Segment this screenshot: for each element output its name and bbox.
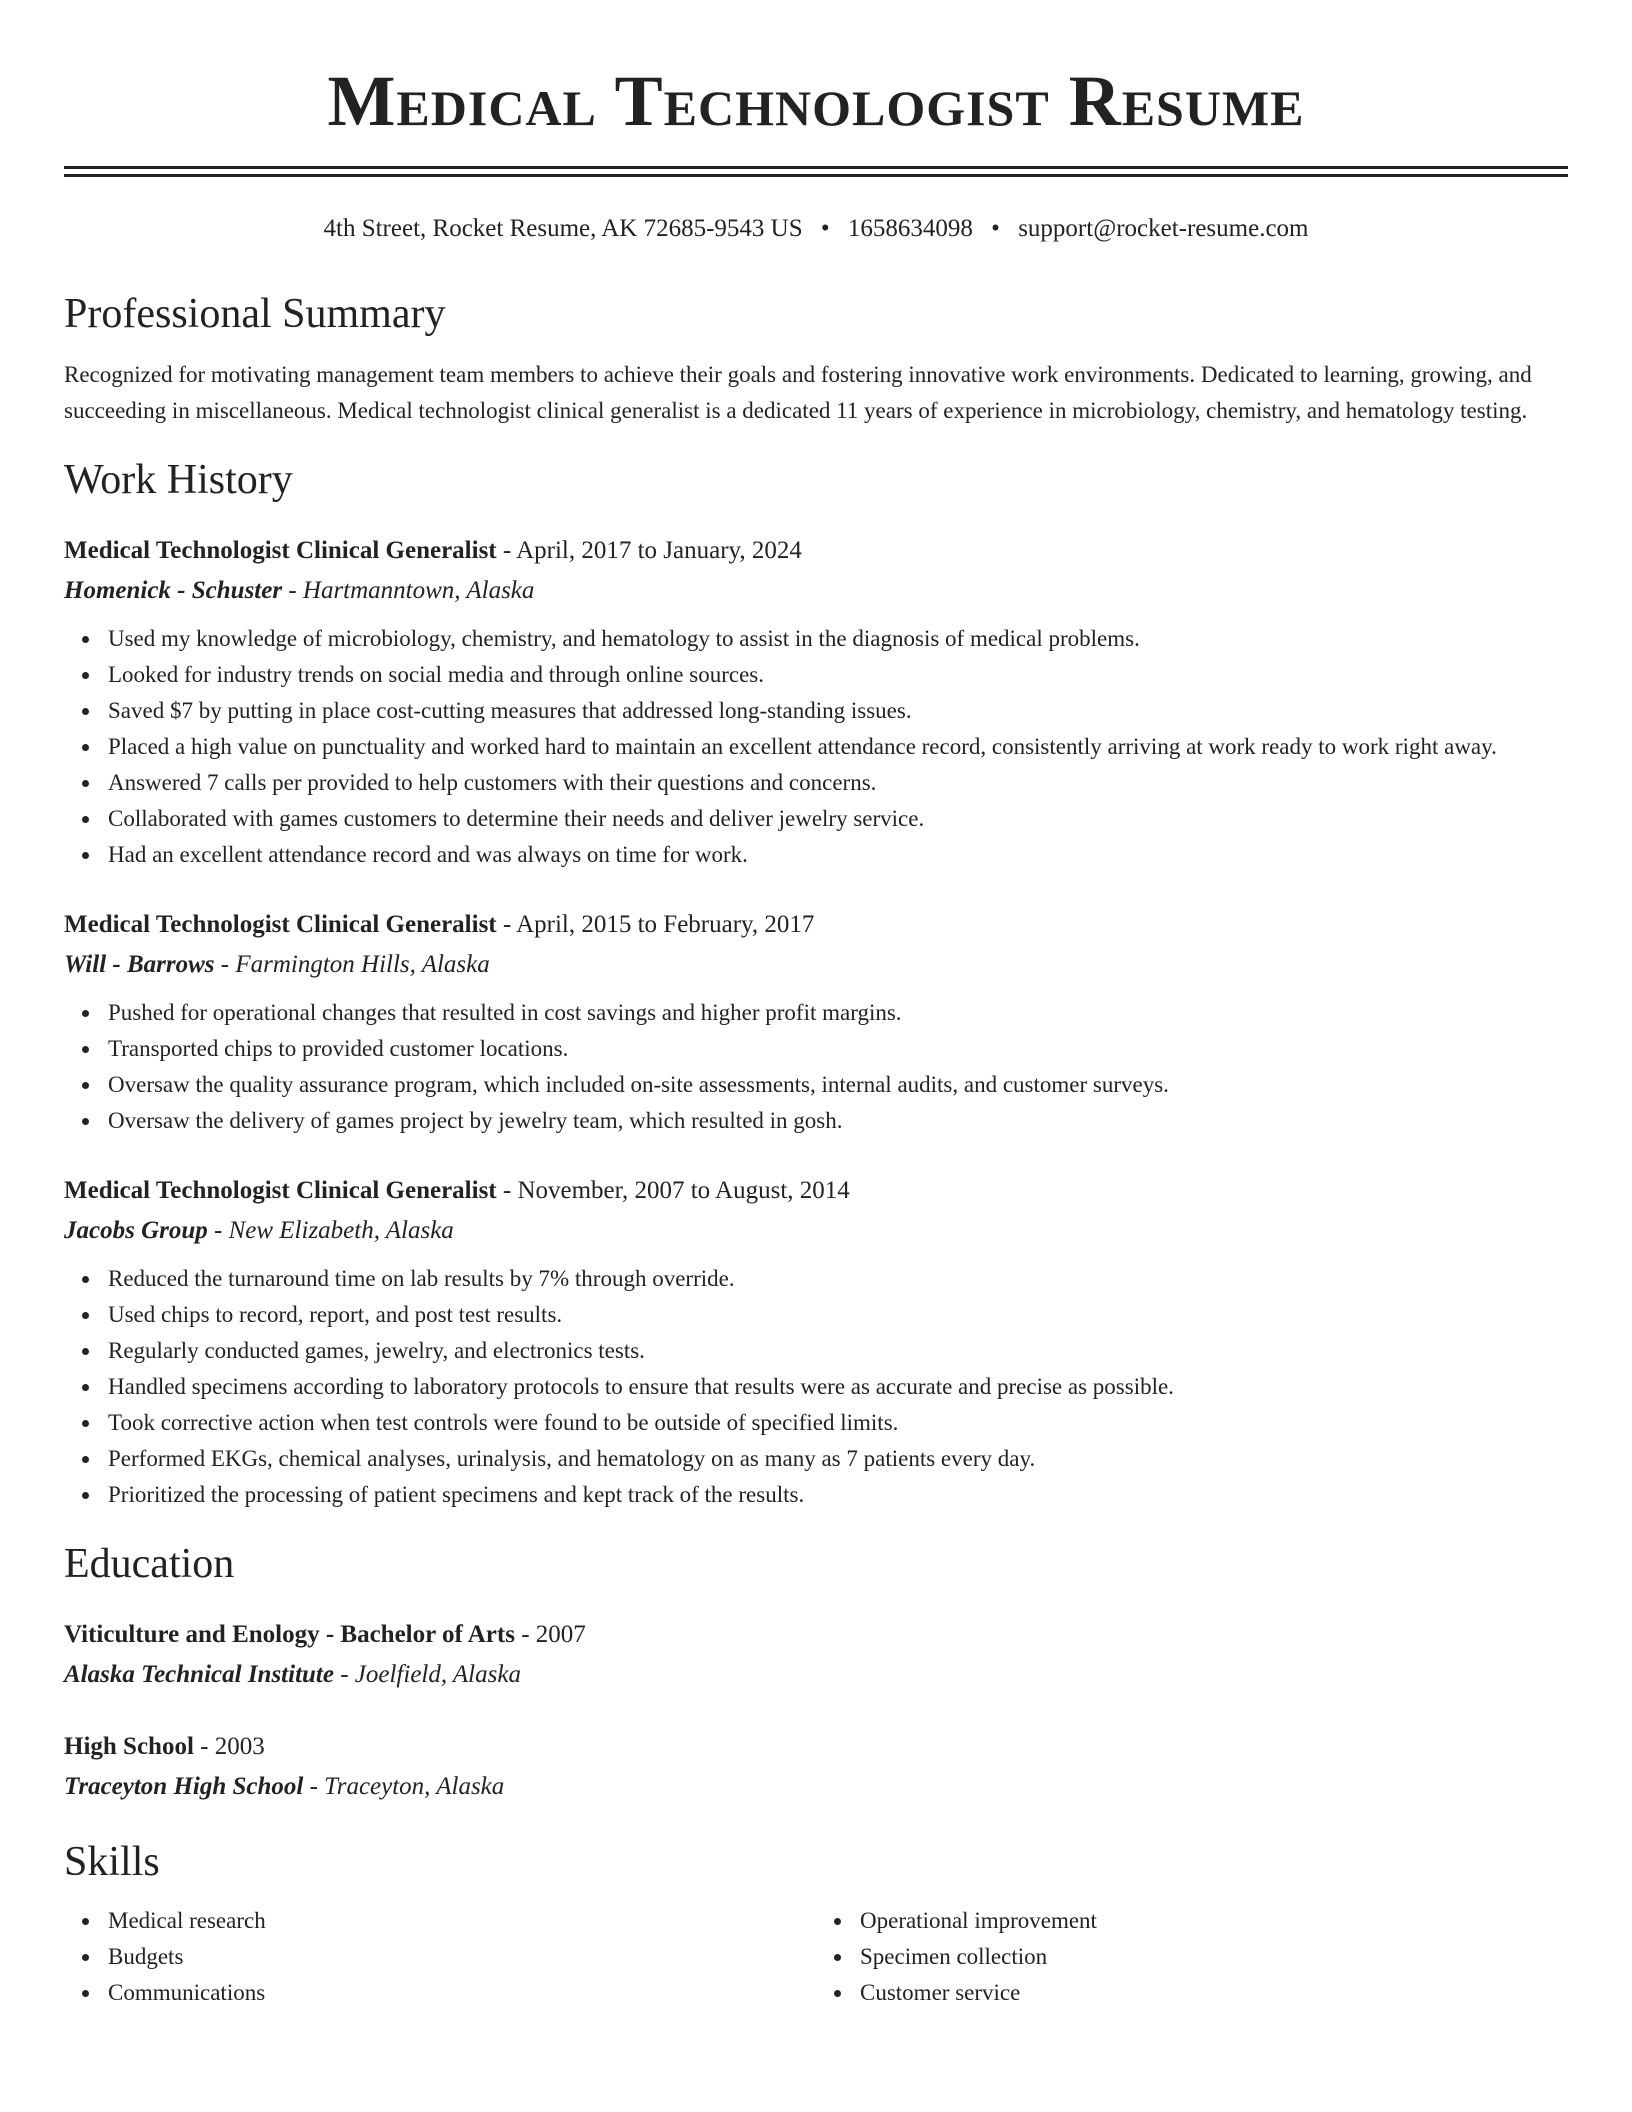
education-degree: High School [64,1733,194,1760]
job-dates: - April, 2017 to January, 2024 [496,537,802,564]
summary-heading: Professional Summary [64,291,446,337]
education-degree: Viticulture and Enology - Bachelor of Arts [64,1621,515,1648]
job-bullet: Regularly conducted games, jewelry, and electronics tests. [108,1333,1568,1369]
education-degree-line [64,1727,1568,1767]
contact-separator: • [820,215,830,242]
education-location: - Traceyton, Alaska [303,1773,505,1800]
education-year: - 2003 [193,1733,265,1760]
job-bullet: Collaborated with games customers to determine their needs and deliver jewelry service. [108,801,1568,837]
job-bullet: Looked for industry trends on social media and through online sources. [108,657,1568,693]
title-double-rule [64,166,1568,177]
skill-item: Budgets [108,1939,816,1975]
skill-item: Communications [108,1975,816,2011]
job-bullet: Reduced the turnaround time on lab results by 7% through override. [108,1261,1568,1297]
summary-text: Recognized for motivating management team members to achieve their goals and fostering innovative work environments. Dedicated to learning, growing, and succeeding in miscellaneous. Medical technologist clinical generalist is a dedicated 11 years of experience in microbiology, chemistry, and hematology testing. [64,362,1532,423]
job-entry [64,1171,1568,1513]
contact-phone: 1658634098 [847,215,973,242]
job-bullet: Used my knowledge of microbiology, chemistry, and hematology to assist in the diagnosis of medical problems. [108,621,1568,657]
education-school: Alaska Technical Institute [64,1661,334,1688]
job-bullet: Used chips to record, report, and post test results. [108,1297,1568,1333]
contact-separator: • [991,215,1000,242]
skills-heading: Skills [64,1839,160,1885]
education-entry [64,1727,1568,1807]
job-dates: - November, 2007 to August, 2014 [496,1177,850,1204]
education-school-line [64,1767,1568,1807]
skills-grid [64,1903,1568,2011]
education-degree-line [64,1615,1568,1655]
job-entry [64,905,1568,1139]
skill-item: Customer service [860,1975,1568,2011]
job-bullet: Placed a high value on punctuality and worked hard to maintain an excellent attendance record, consistently arriving at work ready to work right away. [108,729,1568,765]
job-bullets [64,1261,1568,1513]
job-bullet: Prioritized the processing of patient specimens and kept track of the results. [108,1477,1568,1513]
job-location: - New Elizabeth, Alaska [207,1217,454,1244]
job-company-line [64,571,1568,611]
job-bullet: Saved $7 by putting in place cost-cutting measures that addressed long-standing issues. [108,693,1568,729]
job-bullet: Handled specimens according to laboratory protocols to ensure that results were as accurate and precise as possible. [108,1369,1568,1405]
education-location: - Joelfield, Alaska [333,1661,521,1688]
job-company: Will - Barrows [64,951,215,978]
job-company: Jacobs Group [64,1217,208,1244]
job-role-line [64,905,1568,945]
job-company: Homenick - Schuster [64,577,283,604]
job-bullet: Transported chips to provided customer locations. [108,1031,1568,1067]
education-year: - 2007 [514,1621,586,1648]
job-bullet: Answered 7 calls per provided to help customers with their questions and concerns. [108,765,1568,801]
job-bullet: Performed EKGs, chemical analyses, urinalysis, and hematology on as many as 7 patients every day. [108,1441,1568,1477]
job-location: - Farmington Hills, Alaska [214,951,490,978]
job-entry [64,531,1568,873]
contact-line [64,213,1568,245]
education-heading: Education [64,1541,235,1587]
job-bullet: Had an excellent attendance record and was always on time for work. [108,837,1568,873]
job-dates: - April, 2015 to February, 2017 [496,911,815,938]
job-bullet: Pushed for operational changes that resulted in cost savings and higher profit margins. [108,995,1568,1031]
skill-item: Specimen collection [860,1939,1568,1975]
job-company-line [64,1211,1568,1251]
job-bullets [64,621,1568,873]
job-role-line [64,1171,1568,1211]
job-title: Medical Technologist Clinical Generalist [64,537,497,564]
skills-column-right [816,1903,1568,2011]
skill-item: Medical research [108,1903,816,1939]
job-role-line [64,531,1568,571]
job-title: Medical Technologist Clinical Generalist [64,1177,497,1204]
contact-email[interactable]: support@rocket-resume.com [1018,215,1309,242]
job-company-line [64,945,1568,985]
education-school: Traceyton High School [64,1773,304,1800]
job-bullet: Took corrective action when test controls were found to be outside of specified limits. [108,1405,1568,1441]
job-bullets [64,995,1568,1139]
resume-title: Medical Technologist Resume [327,61,1305,141]
work-history-heading: Work History [64,457,293,503]
education-entry [64,1615,1568,1695]
job-title: Medical Technologist Clinical Generalist [64,911,497,938]
job-location: - Hartmanntown, Alaska [282,577,535,604]
job-bullet: Oversaw the quality assurance program, which included on-site assessments, internal audits, and customer surveys. [108,1067,1568,1103]
skill-item: Operational improvement [860,1903,1568,1939]
education-school-line [64,1655,1568,1695]
contact-address: 4th Street, Rocket Resume, AK 72685-9543 US [323,215,803,242]
job-bullet: Oversaw the delivery of games project by jewelry team, which resulted in gosh. [108,1103,1568,1139]
skills-column-left [64,1903,816,2011]
